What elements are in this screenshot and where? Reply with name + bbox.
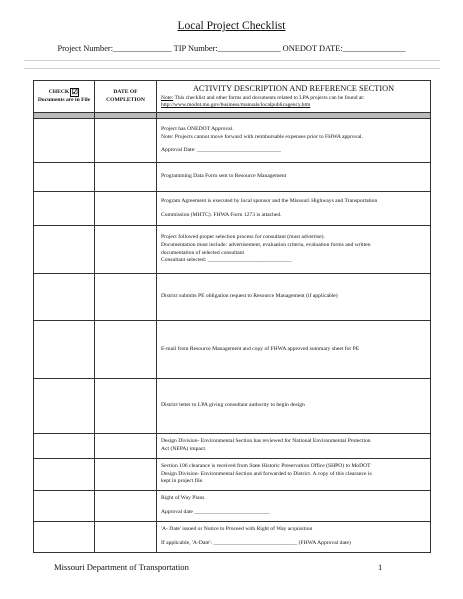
activity-text: Project followed proper selection process for consultant (must advertise). [161,234,325,241]
project-header [0,44,463,53]
date-cell[interactable] [95,274,157,321]
activity-cell [157,192,431,226]
activity-text: Project has ONEDOT Approval. [161,126,234,133]
note-label: Note: [161,94,174,101]
table-row [34,459,431,491]
check-cell[interactable] [34,274,95,321]
reference-link[interactable]: http://www.modot.mo.gov/business/manuals/localpublicagency.htm [161,102,311,109]
col-activity-header [157,81,431,113]
approval-date-line[interactable]: Approval Date: ______________________________ [161,147,281,154]
table-row [34,434,431,459]
footer-organization: Missouri Department of Transportation [54,562,189,572]
activity-text: Documentation must include: advertisement, evaluation criteria, evaluation forms and written [161,241,371,248]
table-row [34,226,431,274]
checklist-table [33,80,431,553]
date-cell[interactable] [95,119,157,163]
table-header-row [34,81,431,113]
check-cell[interactable] [34,321,95,379]
col-check-label: CHECK [48,89,70,96]
activity-cell [157,163,431,192]
table-row [34,522,431,553]
table-row [34,163,431,192]
activity-text: Design Division- Environmental Section has reviewed for National Environmental Protection [161,438,371,445]
activity-text: Note: Projects cannot move forward with reimbursable expenses prior to FHWA approval. [161,133,363,140]
date-cell[interactable] [95,321,157,379]
activity-cell [157,459,431,491]
table-row [34,491,431,522]
check-cell[interactable] [34,459,95,491]
page-title: Local Project Checklist [177,20,286,32]
activity-text: District letter to LPA giving consultant authority to begin design [161,402,305,409]
col-check-header [34,81,95,113]
table-row [34,274,431,321]
activity-cell [157,321,431,379]
note-text: This checklist and other forms and documents related to LPA projects can be found at: [174,94,365,101]
check-cell[interactable] [34,434,95,459]
activity-text: Act (NEPA) impact. [161,446,207,452]
activity-text: Programming Data Form sent to Resource Management [161,173,287,180]
activity-text: District submits PE obligation request to Resource Management (if applicable) [161,293,338,300]
activity-text: Commission (MHTC). FHWA Form 1273 is attached. [161,211,282,218]
activity-cell [157,522,431,553]
separator-line [24,68,440,69]
check-cell[interactable] [34,226,95,274]
activity-cell [157,434,431,459]
project-number-field[interactable]: Project Number:______________ [57,44,172,53]
activity-text: Section 106 clearance is received from State Historic Preservation Office (SHPO) to MoDOT [161,463,371,470]
check-cell[interactable] [34,379,95,434]
onedot-date-field[interactable]: ONEDOT DATE:_______________ [282,44,406,53]
table-row [34,321,431,379]
activity-text: documentation of selected consultant [161,249,245,256]
activity-cell [157,379,431,434]
check-cell[interactable] [34,119,95,163]
date-cell[interactable] [95,459,157,491]
date-cell[interactable] [95,192,157,226]
consultant-selected-line[interactable]: Consultant selected: ______________________________ [161,257,292,264]
activity-text: Program Agreement is executed by local sponsor and the Missouri Highways and Transportation [161,197,378,204]
table-row [34,119,431,163]
check-cell[interactable] [34,522,95,553]
separator-line [24,60,440,61]
date-cell[interactable] [95,522,157,553]
date-cell[interactable] [95,226,157,274]
activity-text: Design Division- Environmental Section and forwarded to District. A copy of this clearance is [161,470,372,477]
date-cell[interactable] [95,163,157,192]
activity-cell [157,119,431,163]
table-row [34,192,431,226]
activity-cell [157,491,431,522]
check-cell[interactable] [34,163,95,192]
col-date-header: DATE OF COMPLETION [95,81,157,113]
reference-note [161,95,426,110]
date-cell[interactable] [95,491,157,522]
activity-text: kept in project file. [161,478,204,485]
check-cell[interactable] [34,192,95,226]
activity-cell [157,226,431,274]
tip-number-field[interactable]: TIP Number:_______________ [173,44,281,53]
activity-cell [157,274,431,321]
table-row [34,379,431,434]
approval-date-line[interactable]: Approval date ___________________________ [161,509,270,515]
page-number: 1 [378,562,383,572]
activity-text: 'A- Date' issued or Notice to Proceed with Right of Way acquisition [161,526,313,533]
date-cell[interactable] [95,379,157,434]
date-cell[interactable] [95,434,157,459]
col-activity-title: ACTIVITY DESCRIPTION AND REFERENCE SECTION [192,84,395,94]
col-check-sub-label: Documents are in File [37,97,91,104]
check-cell[interactable] [34,491,95,522]
activity-text: E-mail from Resource Management and copy of FHWA approved summary sheet for PE [161,345,360,352]
a-date-line[interactable]: If applicable, 'A-Date': ______________________________ (FHWA Approval date) [161,540,351,546]
activity-text: Right of Way Plans [161,495,205,502]
checkbox-icon: ☑ [71,88,78,97]
